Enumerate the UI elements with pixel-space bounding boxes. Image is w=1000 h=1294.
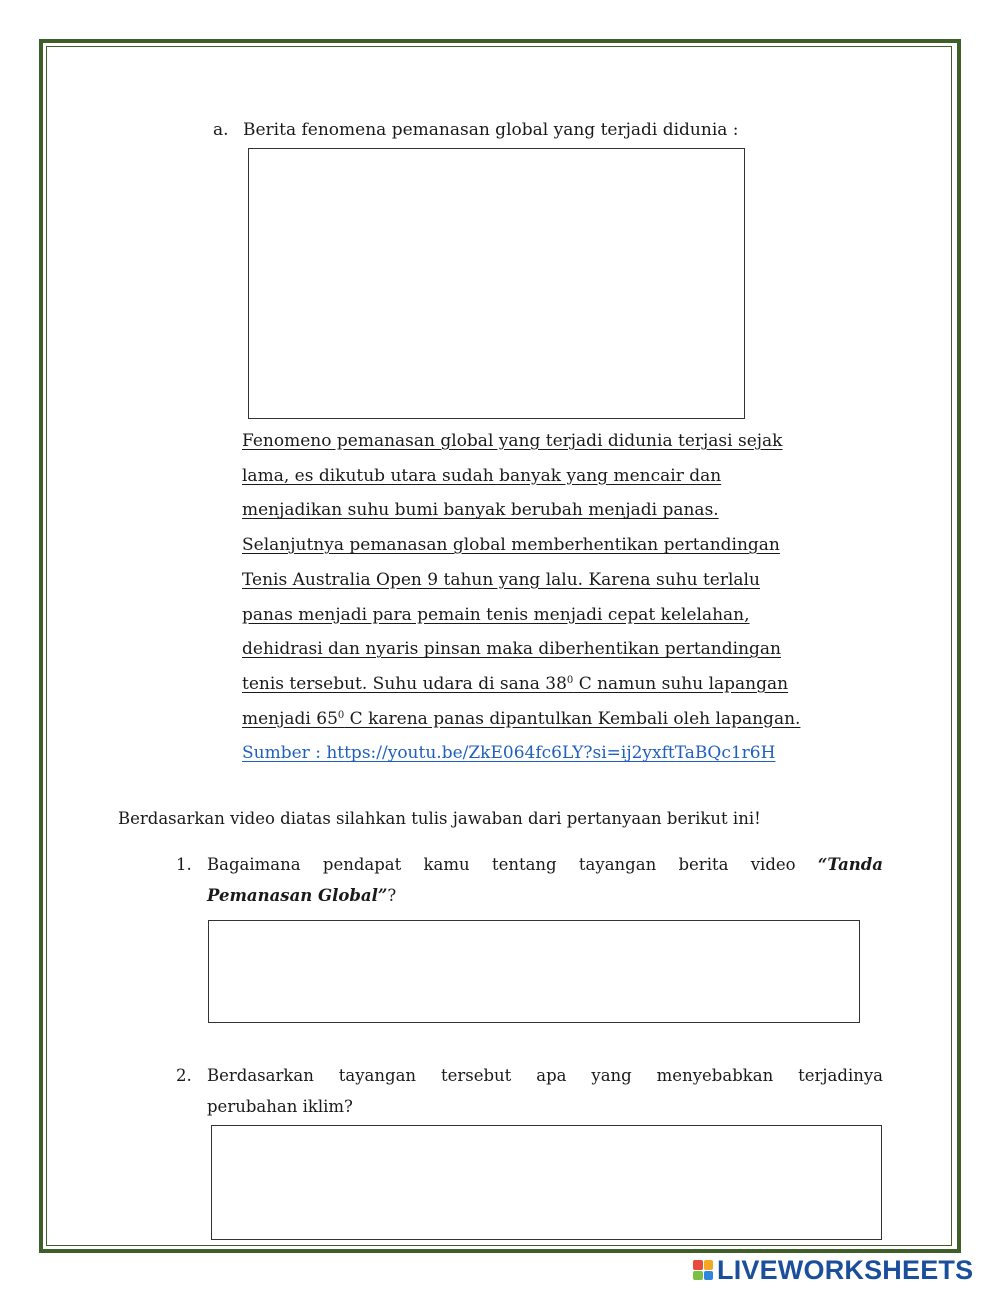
liveworksheets-logo-text: LIVEWORKSHEETS <box>717 1254 974 1285</box>
news-line: Selanjutnya pemanasan global memberhentikan pertandingan <box>242 535 780 556</box>
news-line: Fenomeno pemanasan global yang terjadi didunia terjasi sejak <box>242 431 783 451</box>
news-line: tenis tersebut. Suhu udara di sana $38^0$ C namun suhu lapangan <box>242 673 789 694</box>
news-line: lama, es dikutub utara sudah banyak yang mencair dan <box>242 465 722 486</box>
instruction-text: Berdasarkan video diatas silahkan tulis jawaban dari pertanyaan berikut ini! <box>118 809 761 828</box>
answer-box-2[interactable] <box>211 1125 882 1240</box>
item-a-heading <box>213 117 739 143</box>
question-number: 2. <box>176 1066 192 1085</box>
question-1 <box>176 849 883 911</box>
question-text: Bagaimana pendapat kamu tentang tayangan berita video “Tanda <box>207 855 883 874</box>
news-paragraph <box>242 424 882 771</box>
question-text: Pemanasan Global”? <box>207 886 397 905</box>
answer-box-1[interactable] <box>208 920 860 1023</box>
news-line: menjadi $65^0$ C karena panas dipantulkan Kembali oleh lapangan. <box>242 708 801 729</box>
liveworksheets-logo <box>693 1256 973 1284</box>
item-a-heading-text: Berita fenomena pemanasan global yang terjadi didunia : <box>243 120 739 140</box>
news-line: panas menjadi para pemain tenis menjadi cepat kelelahan, <box>242 604 750 625</box>
source-link[interactable]: Sumber : https://youtu.be/ZkE064fc6LY?si=ij2yxftTaBQc1r6H <box>242 743 776 764</box>
news-image-placeholder <box>248 148 745 419</box>
question-text: perubahan iklim? <box>207 1097 353 1116</box>
source-line <box>242 736 882 771</box>
news-line: dehidrasi dan nyaris pinsan maka diberhentikan pertandingan <box>242 639 781 660</box>
question-number: 1. <box>176 855 192 874</box>
liveworksheets-logo-icon <box>693 1260 713 1280</box>
question-2 <box>176 1060 883 1122</box>
item-a-marker: a. <box>213 120 229 140</box>
news-line: menjadikan suhu bumi banyak berubah menjadi panas. <box>242 500 719 521</box>
question-text: Berdasarkan tayangan tersebut apa yang menyebabkan terjadinya <box>207 1066 883 1085</box>
news-line: Tenis Australia Open 9 tahun yang lalu. Karena suhu terlalu <box>242 569 760 590</box>
